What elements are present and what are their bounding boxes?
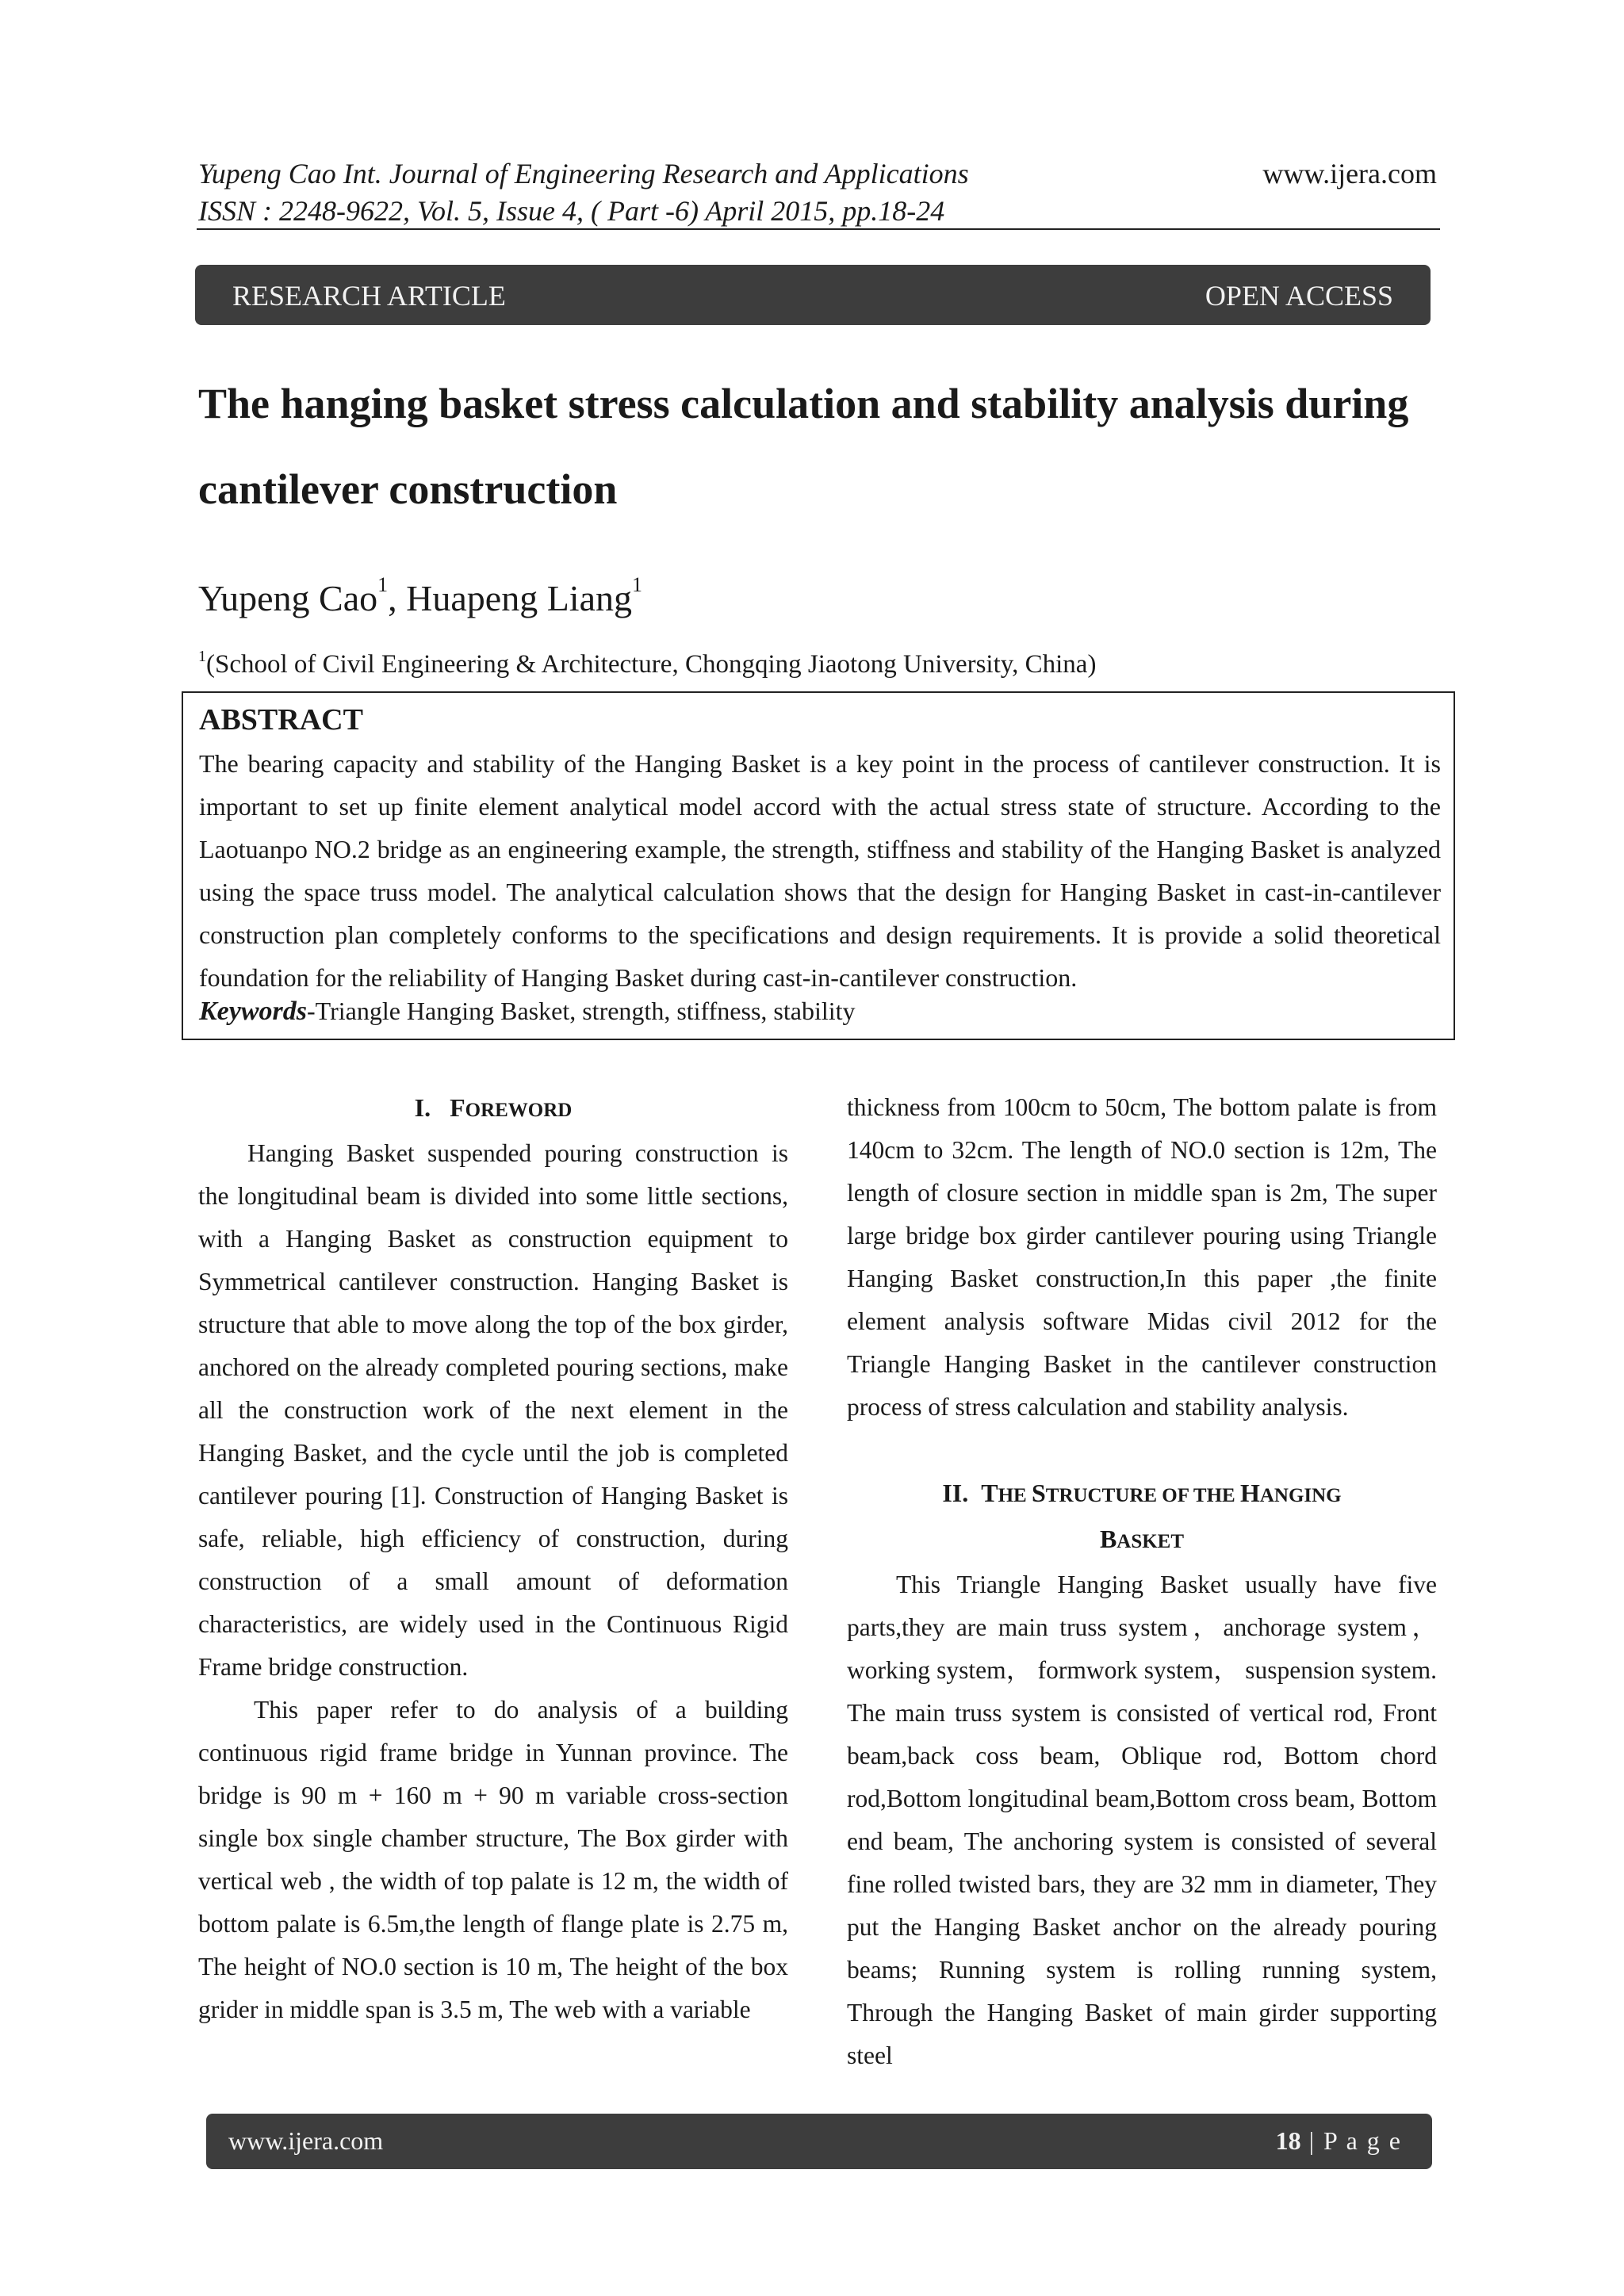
section-title-part: B (1099, 1525, 1117, 1553)
section-title-part: HE (998, 1485, 1032, 1506)
paper-title: The hanging basket stress calculation and stability analysis during cantilever construction (198, 380, 1409, 513)
section-number: I. (414, 1093, 431, 1122)
section-title-part: S (1031, 1479, 1046, 1507)
affiliation (198, 650, 1096, 679)
section-title-part: ASKET (1116, 1531, 1185, 1552)
section-number: II. (942, 1479, 969, 1507)
right-column (847, 1086, 1437, 2077)
author-name: Yupeng Cao (198, 578, 378, 618)
section-title-part: T (981, 1479, 998, 1507)
section-title-part: TRUCTURE OF THE (1045, 1485, 1240, 1506)
affiliation-marker: 1 (632, 573, 642, 596)
article-type-banner (195, 265, 1431, 325)
page-label: | P a g e (1300, 2126, 1402, 2155)
keywords-line (199, 989, 856, 1033)
body-paragraph: Hanging Basket suspended pouring construction is the longitudinal beam is divided into some little sections, with a Hanging Basket as construction equipment to Symmetrical cantilever construction. Hanging Basket is structure that able to move along the top of the box girder, anchored on the already completed pouring sections, make all the construction work of the next element in the Hanging Basket, and the cycle until the job is completed cantilever pouring [1]. Construction of Hanging Basket is safe, reliable, high efficiency of construction, during construction of a small amount of deformation characteristics, are widely used in the Continuous Rigid Frame bridge construction. (198, 1139, 788, 1681)
research-article-label: RESEARCH ARTICLE (232, 280, 506, 312)
section-heading-structure (847, 1471, 1437, 1563)
running-header-journal (198, 155, 969, 230)
left-column (198, 1086, 788, 2031)
section-title-cap: F (450, 1093, 465, 1122)
page-number-label (1276, 2126, 1402, 2156)
affiliation-text: (School of Civil Engineering & Architecture, Chongqing Jiaotong University, China) (206, 650, 1097, 679)
author-separator: , (388, 578, 407, 618)
abstract-text: The bearing capacity and stability of the Hanging Basket is a key point in the process of cantilever construction. It is important to set up finite element analytical model accord with the actual stress state of structure. According to the Laotuanpo NO.2 bridge as an engineering example, the strength, stiffness and stability of the Hanging Basket is analyzed using the space truss model. The analytical calculation shows that the design for Hanging Basket in cast-in-cantilever construction plan completely conforms to the specifications and design requirements. It is provide a solid theoretical foundation for the reliability of Hanging Basket during cast-in-cantilever construction. (199, 749, 1441, 992)
section-title-part: ANGING (1259, 1485, 1342, 1506)
author-list (198, 573, 642, 619)
header-rule (197, 228, 1440, 230)
body-paragraph: This Triangle Hanging Basket usually have five parts,they are main truss system，anchorage system，working system， formwork system， suspension system. The main truss system is consisted of vertical rod, Front beam,back coss beam, Oblique rod, Bottom chord rod,Bottom longitudinal beam,Bottom cross beam, Bottom end beam, The anchoring system is consisted of several fine rolled twisted bars, they are 32 mm in diameter, They put the Hanging Basket anchor on the already pouring beams; Running system is rolling running system, Through the Hanging Basket of main girder supporting steel (847, 1571, 1437, 2069)
section-title-rest: OREWORD (465, 1100, 573, 1121)
keywords-label: Keywords (199, 997, 307, 1026)
keywords-text: -Triangle Hanging Basket, strength, stiffness, stability (307, 997, 856, 1025)
author-name: Huapeng Liang (406, 578, 632, 618)
page-number: 18 (1275, 2126, 1301, 2155)
abstract-heading: ABSTRACT (199, 703, 363, 737)
journal-citation: Yupeng Cao Int. Journal of Engineering Research and Applications (198, 158, 969, 189)
affiliation-marker: 1 (377, 573, 389, 596)
footer-website[interactable]: www.ijera.com (228, 2126, 384, 2155)
body-paragraph: thickness from 100cm to 50cm, The bottom palate is from 140cm to 32cm. The length of NO.0 section is 12m, The length of closure section in middle span is 2m, The super large bridge box girder cantilever pouring using Triangle Hanging Basket construction,In this paper ,the finite element analysis software Midas civil 2012 for the Triangle Hanging Basket in the cantilever construction process of stress calculation and stability analysis. (847, 1093, 1437, 1421)
body-paragraph: This paper refer to do analysis of a building continuous rigid frame bridge in Yunnan province. The bridge is 90 m + 160 m + 90 m variable cross-section single box single chamber structure, The Box girder with vertical web , the width of top palate is 12 m, the width of bottom palate is 6.5m,the length of flange plate is 2.75 m, The height of NO.0 section is 10 m, The height of the box grider in middle span is 3.5 m, The web with a variable (198, 1696, 788, 2023)
open-access-label: OPEN ACCESS (1205, 280, 1393, 312)
section-heading-foreword (198, 1086, 788, 1132)
affiliation-marker: 1 (198, 648, 206, 665)
section-title-part: H (1239, 1479, 1260, 1507)
journal-issn: ISSN : 2248-9622, Vol. 5, Issue 4, ( Part -6) April 2015, pp.18-24 (198, 195, 945, 227)
header-website[interactable]: www.ijera.com (1262, 158, 1437, 189)
page-footer (206, 2114, 1432, 2169)
abstract-box (182, 691, 1455, 1040)
